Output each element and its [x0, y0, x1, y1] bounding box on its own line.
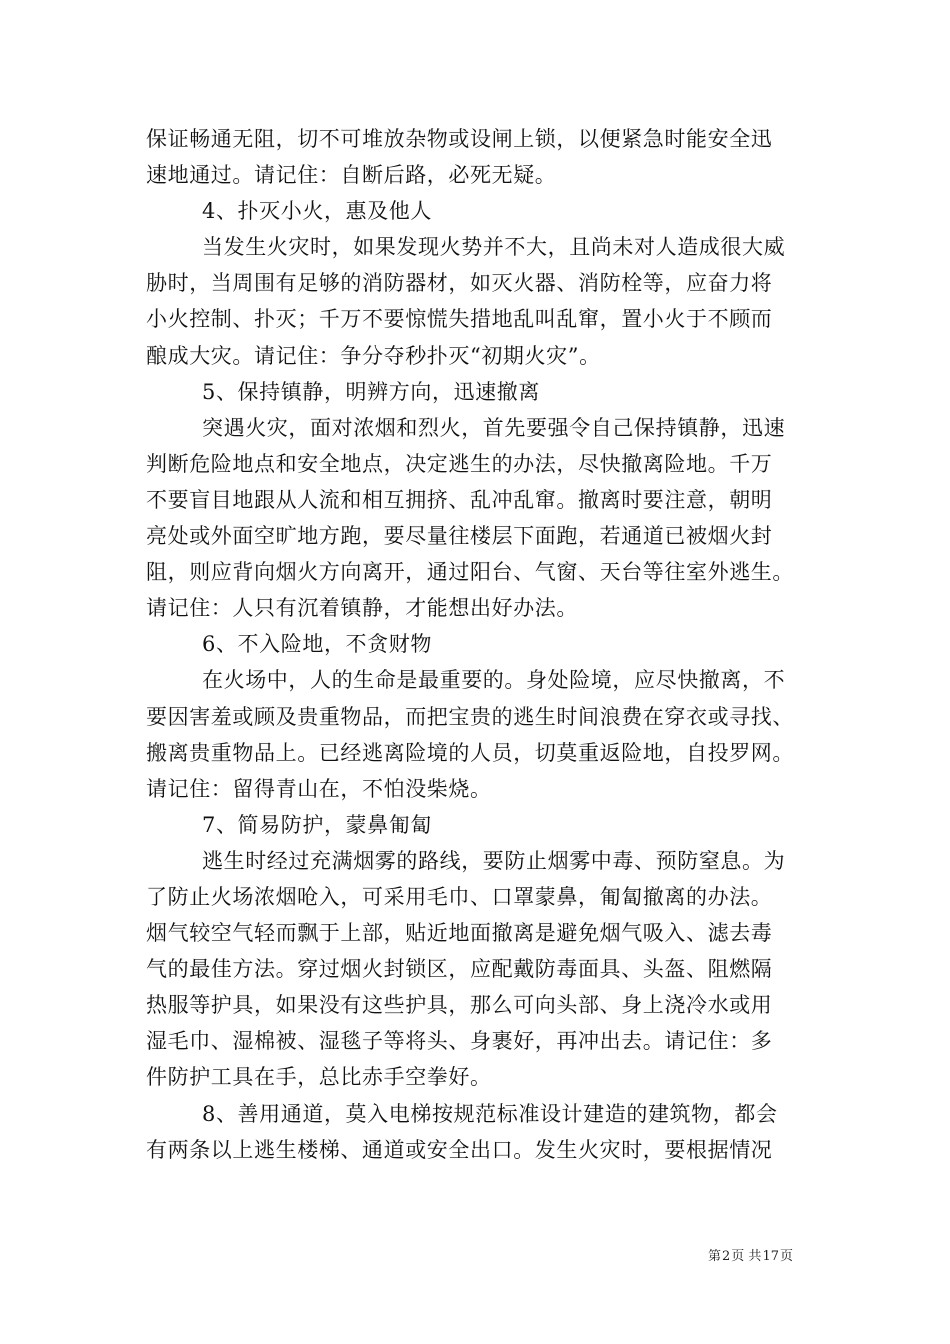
current-page-number: 2: [722, 1249, 731, 1264]
text-line: 保证畅通无阻，切不可堆放杂物或设闸上锁，以便紧急时能安全迅: [146, 127, 773, 151]
text-line: 酿成大灾。请记住：争分夺秒扑灭“初期火灾”。: [146, 343, 601, 368]
text-line: 请记住：人只有沉着镇静，才能想出好办法。: [146, 596, 578, 621]
text-line: 件防护工具在手，总比赤手空拳好。: [146, 1065, 492, 1090]
text-line: 胁时，当周围有足够的消防器材，如灭火器、消防栓等，应奋力将: [146, 271, 773, 296]
text-line: 要因害羞或顾及贵重物品，而把宝贵的逃生时间浪费在穿衣或寻找、: [146, 704, 794, 729]
text-line: 请记住：留得青山在，不怕没柴烧。: [146, 776, 492, 801]
page-footer: [708, 1245, 793, 1264]
total-pages-number: 17: [762, 1249, 779, 1264]
text-line: 阻，则应背向烟火方向离开，通过阳台、气窗、天台等往室外逃生。: [146, 560, 794, 585]
text-line: 热服等护具，如果没有这些护具，那么可向头部、身上浇冷水或用: [146, 993, 773, 1018]
footer-prefix: 第: [708, 1249, 722, 1264]
text-line: 气的最佳方法。穿过烟火封锁区，应配戴防毒面具、头盔、阻燃隔: [146, 957, 773, 982]
text-line: 速地通过。请记住：自断后路，必死无疑。: [146, 163, 557, 188]
section-heading-7: 7、简易防护，蒙鼻匍匐: [202, 812, 432, 837]
text-line: 亮处或外面空旷地方跑，要尽量往楼层下面跑，若通道已被烟火封: [146, 524, 773, 549]
text-line: 判断危险地点和安全地点，决定逃生的办法，尽快撤离险地。千万: [146, 451, 773, 476]
footer-suffix: 页: [779, 1249, 793, 1264]
text-line: 烟气较空气轻而飘于上部，贴近地面撤离是避免烟气吸入、滤去毒: [146, 921, 773, 946]
section-heading-6: 6、不入险地，不贪财物: [202, 632, 432, 657]
document-body: [146, 121, 816, 1168]
footer-middle: 页 共: [731, 1249, 762, 1264]
paragraph-start: 在火场中，人的生命是最重要的。身处险境，应尽快撤离，不: [202, 668, 786, 693]
section-heading-8: 8、善用通道，莫入电梯按规范标准设计建造的建筑物，都会: [202, 1101, 778, 1126]
text-line: 了防止火场浓烟呛入，可采用毛巾、口罩蒙鼻，匍匐撤离的办法。: [146, 884, 773, 909]
paragraph-start: 逃生时经过充满烟雾的路线，要防止烟雾中毒、预防窒息。为: [202, 848, 786, 873]
paragraph-start: 当发生火灾时，如果发现火势并不大，且尚未对人造成很大威: [202, 235, 786, 260]
section-heading-4: 4、扑灭小火，惠及他人: [202, 199, 432, 224]
text-line: 不要盲目地跟从人流和相互拥挤、乱冲乱窜。撤离时要注意，朝明: [146, 487, 773, 512]
paragraph-start: 突遇火灾，面对浓烟和烈火，首先要强令自己保持镇静，迅速: [202, 415, 786, 440]
section-heading-5: 5、保持镇静，明辨方向，迅速撤离: [202, 379, 540, 404]
text-line: 有两条以上逃生楼梯、通道或安全出口。发生火灾时，要根据情况: [146, 1137, 773, 1162]
text-line: 湿毛巾、湿棉被、湿毯子等将头、身裹好，再冲出去。请记住：多: [146, 1029, 773, 1054]
text-line: 小火控制、扑灭；千万不要惊慌失措地乱叫乱窜，置小火于不顾而: [146, 307, 773, 332]
text-line: 搬离贵重物品上。已经逃离险境的人员，切莫重返险地，自投罗网。: [146, 740, 794, 765]
